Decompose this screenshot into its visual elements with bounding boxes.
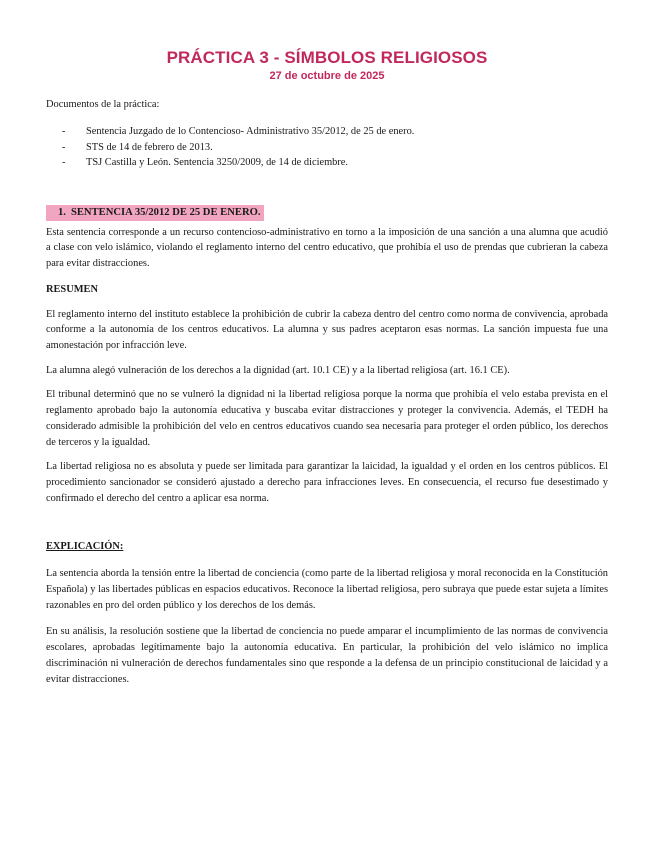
paragraph: La sentencia aborda la tensión entre la libertad de conciencia (como parte de la libertad religiosa y moral reconocida en la Constitución Española) y las libertades públicas en espacios educativos. Reconoce la libertad religiosa, pero subraya que puede estar sujeta a límites razonables en pro del orden público y los derechos de los demás. (46, 568, 608, 611)
list-item (46, 140, 608, 156)
section-heading (46, 205, 264, 221)
resumen-heading: RESUMEN (46, 283, 98, 295)
paragraph: La libertad religiosa no es absoluta y puede ser limitada para garantizar la laicidad, la igualdad y el orden en los centros públicos. El procedimiento sancionador se consideró ajustado a derecho para infracciones leves. En consecuencia, el recurso fue desestimado y confirmado el derecho del centro a aplicar esa norma. (46, 461, 608, 504)
paragraph: La alumna alegó vulneración de los derechos a la dignidad (art. 10.1 CE) y a la libertad religiosa (art. 16.1 CE). (46, 364, 510, 376)
section-intro-paragraph: Esta sentencia corresponde a un recurso contencioso-administrativo en torno a la imposición de una sanción a una alumna que acudió a clase con velo islámico, violando el reglamento interno del centro educativo, que prohibía el uso de prendas que cubrieran la cabeza para evitar distracciones. (46, 226, 608, 269)
list-bullet: - (62, 126, 66, 137)
list-item (46, 155, 608, 171)
list-item-text: STS de 14 de febrero de 2013. (86, 141, 213, 153)
documents-intro: Documentos de la práctica: (46, 99, 160, 110)
explicacion-heading: EXPLICACIÓN: (46, 541, 124, 553)
list-item (46, 124, 608, 140)
paragraph: En su análisis, la resolución sostiene que la libertad de conciencia no puede amparar el incumplimiento de las normas de convivencia escolares, aprobadas legítimamente bajo la autonomía educativa. En particular, la prohibición del velo islámico no implica discriminación ni vulneración de derechos fundamentales sino que responde a la defensa de un principio constitucional de laicidad y a evitar distracciones. (46, 626, 608, 685)
section-number: 1. (58, 206, 66, 218)
paragraph: El reglamento interno del instituto establece la prohibición de cubrir la cabeza dentro del centro como norma de convivencia, aprobada conforme a la autonomía de los centros educativos. La alumna y sus padres aceptaron esas normas. La sanción impuesta fue una amonestación por infracción leve. (46, 308, 608, 352)
list-bullet: - (62, 141, 66, 153)
list-item-text: TSJ Castilla y León. Sentencia 3250/2009, de 14 de diciembre. (86, 157, 349, 168)
list-item-text: Sentencia Juzgado de lo Contencioso- Administrativo 35/2012, de 25 de enero. (86, 126, 415, 137)
paragraph: El tribunal determinó que no se vulneró la dignidad ni la libertad religiosa porque la norma que prohibía el velo estaba prevista en el reglamento aprobado bajo la autonomía educativa y buscaba evitar distracciones y proteger la convivencia. Además, el TEDH ha considerado admisible la prohibición del velo en centros educativos cuando sea necesaria para proteger el orden público, los derechos de terceros y la igualdad. (46, 389, 608, 448)
document-title: PRÁCTICA 3 - SÍMBOLOS RELIGIOSOS (166, 48, 488, 67)
list-bullet: - (62, 157, 66, 168)
document-date: 27 de octubre de 2025 (269, 70, 385, 82)
documents-list (46, 124, 608, 171)
section-heading-text: SENTENCIA 35/2012 DE 25 DE ENERO. (70, 206, 261, 218)
